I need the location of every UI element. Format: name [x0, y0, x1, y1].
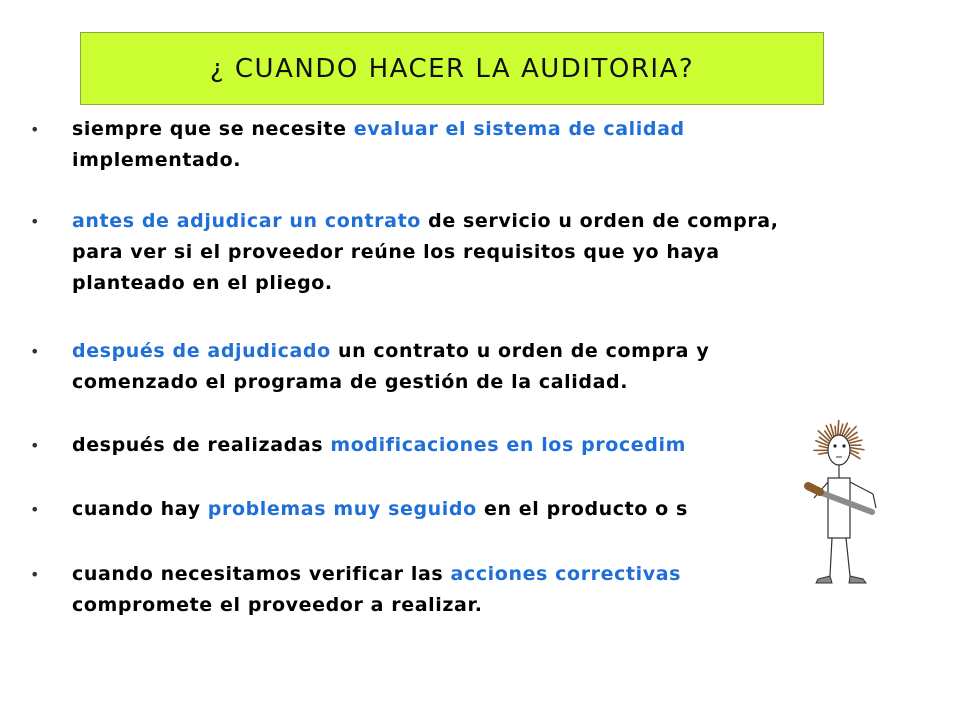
- stick-figure-illustration: [790, 415, 900, 595]
- right-eye: [842, 444, 845, 447]
- title-banner: [80, 32, 824, 105]
- bullet-highlight-text: problemas muy seguido: [207, 498, 477, 520]
- bullet-line: [72, 590, 790, 621]
- bullet-line: [72, 206, 790, 237]
- bullet-highlight-text: acciones correctivas: [450, 563, 682, 585]
- bullet-text: un contrato u orden de compra y: [330, 340, 710, 362]
- bullet-highlight-text: modificaciones en los procedim: [330, 434, 686, 456]
- bullet-item: [30, 559, 790, 621]
- bullet-highlight-text: después de adjudicado: [72, 340, 331, 362]
- bullet-highlight-text: antes de adjudicar un contrato: [72, 210, 421, 232]
- bullet-text: compromete el proveedor a realizar.: [72, 594, 483, 616]
- bullet-line: [72, 494, 790, 525]
- bullet-dot-icon: •: [30, 212, 40, 231]
- bullet-item: [30, 430, 790, 461]
- hair-strand: [838, 421, 839, 435]
- bullet-dot-icon: •: [30, 342, 40, 361]
- bullet-item: [30, 114, 790, 176]
- bullet-text: en el producto o s: [476, 498, 688, 520]
- bullet-item: [30, 494, 790, 525]
- rifle-stock: [808, 486, 820, 492]
- bullet-text: para ver si el proveedor reúne los requisitos que yo haya: [72, 241, 720, 263]
- bullet-line: [72, 237, 790, 268]
- bullet-text: planteado en el pliego.: [72, 272, 333, 294]
- slide-title: ¿ CUANDO HACER LA AUDITORIA?: [209, 53, 695, 84]
- bullet-line: [72, 559, 790, 590]
- bullet-text: después de realizadas: [72, 434, 331, 456]
- bullet-text: cuando hay: [72, 498, 208, 520]
- stick-figure-icon: [790, 415, 900, 595]
- bullet-line: [72, 336, 790, 367]
- bullet-dot-icon: •: [30, 436, 40, 455]
- bullet-text: siempre que se necesite: [72, 118, 354, 140]
- left-eye: [833, 444, 836, 447]
- bullet-line: [72, 114, 790, 145]
- bullet-line: [72, 430, 790, 461]
- hair-strand: [835, 426, 836, 434]
- bullet-text: implementado.: [72, 149, 242, 171]
- bullet-text: de servicio u orden de compra,: [420, 210, 779, 232]
- bullet-line: [72, 268, 790, 299]
- bullet-text: cuando necesitamos verificar las: [72, 563, 451, 585]
- bullet-dot-icon: •: [30, 120, 40, 139]
- bullet-dot-icon: •: [30, 500, 40, 519]
- bullet-item: [30, 336, 790, 398]
- bullet-line: [72, 145, 790, 176]
- bullet-item: [30, 206, 790, 299]
- bullet-dot-icon: •: [30, 565, 40, 584]
- bullet-text: comenzado el programa de gestión de la calidad.: [72, 371, 629, 393]
- bullet-highlight-text: evaluar el sistema de calidad: [353, 118, 685, 140]
- face: [828, 435, 850, 465]
- bullet-line: [72, 367, 790, 398]
